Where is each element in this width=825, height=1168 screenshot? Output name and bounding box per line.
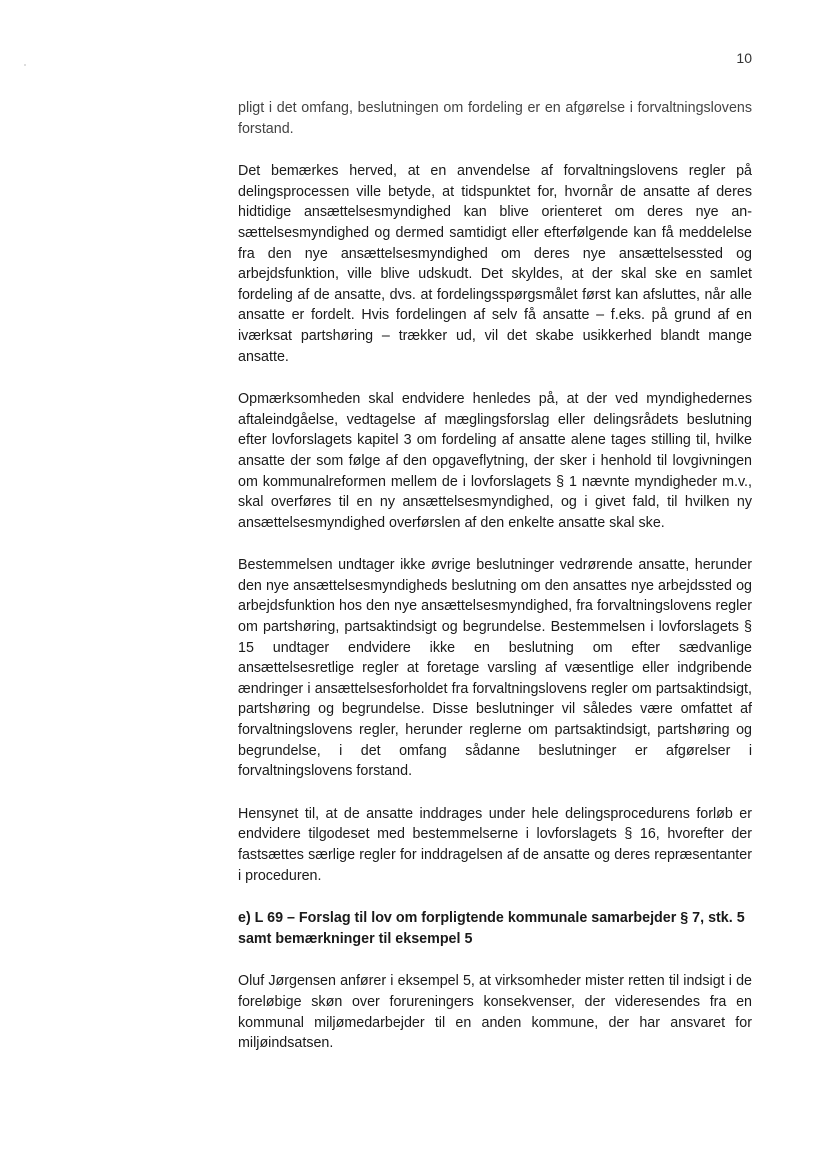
scan-speck <box>24 64 26 66</box>
paragraph-5: Hensynet til, at de ansatte inddrages under hele delingsprocedurens forløb er endvidere tilgodeset med bestemmelserne i lovforslagets § 16, hvorefter der fastsættes særlige regler for inddragelsen af de ansatte og deres repræsentanter i proceduren. <box>238 805 752 884</box>
page-number: 10 <box>736 50 752 66</box>
paragraph-2: Det bemærkes herved, at en anvendelse af forvaltningslovens regler på delingsprocessen ville betyde, at tidspunktet for, hvornår de ansatte af deres hidtidige ansættelsesmyndighed kan blive orienteret om deres nye ansættelsesmyndighed og dermed samtidigt eller efterfølgende kan få meddelelse fra den nye ansættelsesmyndighed om deres nye ansættelsessted og arbejdsfunktion, ville blive udskudt. Det skyldes, at der skal ske en samlet fordeling af de ansatte, dvs. at fordelingsspørgsmålet først kan afsluttes, når alle ansatte er fordelt. Hvis fordelingen af selv få ansatte – f.eks. på grund af en iværksat partshøring – trækker ud, vil det skabe usikkerhed blandt mange ansatte. <box>238 163 752 365</box>
paragraph-1: pligt i det omfang, beslutningen om fordeling er en afgørelse i forvaltningslovens forstand. <box>238 100 752 137</box>
paragraph-4: Bestemmelsen undtager ikke øvrige beslutninger vedrørende ansatte, herunder den nye ansættelsesmyndigheds beslutning om den ansattes nye arbejdssted og arbejdsfunktion hos den nye ansættelsesmyndighed, fra forvaltningslovens regler om partshøring, partsaktindsigt og begrundelse. Bestemmelsen i lovforslagets § 15 undtager endvidere ikke en beslutning om efter sædvanlige ansættelsesretlige regler at foretage varsling af væsentlige eller indgribende ændringer i ansættelsesforholdet fra forvaltningslovens regler om partsaktindsigt, partshøring og begrundelse. Disse beslutninger vil således være omfattet af forvaltningslovens regler, herunder reglerne om partsaktindsigt, partshøring og begrundelse, i det omfang sådanne beslutninger er afgørelser i forvaltningslovens forstand. <box>238 557 752 780</box>
section-heading: e) L 69 – Forslag til lov om forpligtende kommunale samarbejder § 7, stk. 5 samt bemærkninger til eksempel 5 <box>238 910 745 947</box>
document-body <box>238 98 752 1076</box>
paragraph-3: Opmærksomheden skal endvidere henledes på, at der ved myndighedernes aftaleindgåelse, vedtagelse af mæglingsforslag eller delingsrådets beslutning efter lovforslagets kapitel 3 om fordeling af ansatte alene tages stilling til, hvilke ansatte der som følge af den opgaveflytning, der sker i henhold til lovgivningen om kommunalreformen mellem de i lovforslagets § 1 nævnte myndigheder m.v., skal overføres til en ny ansættelsesmyndighed, og i givet fald, til hvilken ny ansættelsesmyndighed overførslen af den enkelte ansatte skal ske. <box>238 391 752 531</box>
paragraph-6: Oluf Jørgensen anfører i eksempel 5, at virksomheder mister retten til indsigt i de foreløbige skøn over forureningers konsekvenser, der videresendes fra en kommunal miljømedarbejder til en anden kommune, der har ansvaret for miljøindsatsen. <box>238 973 752 1052</box>
